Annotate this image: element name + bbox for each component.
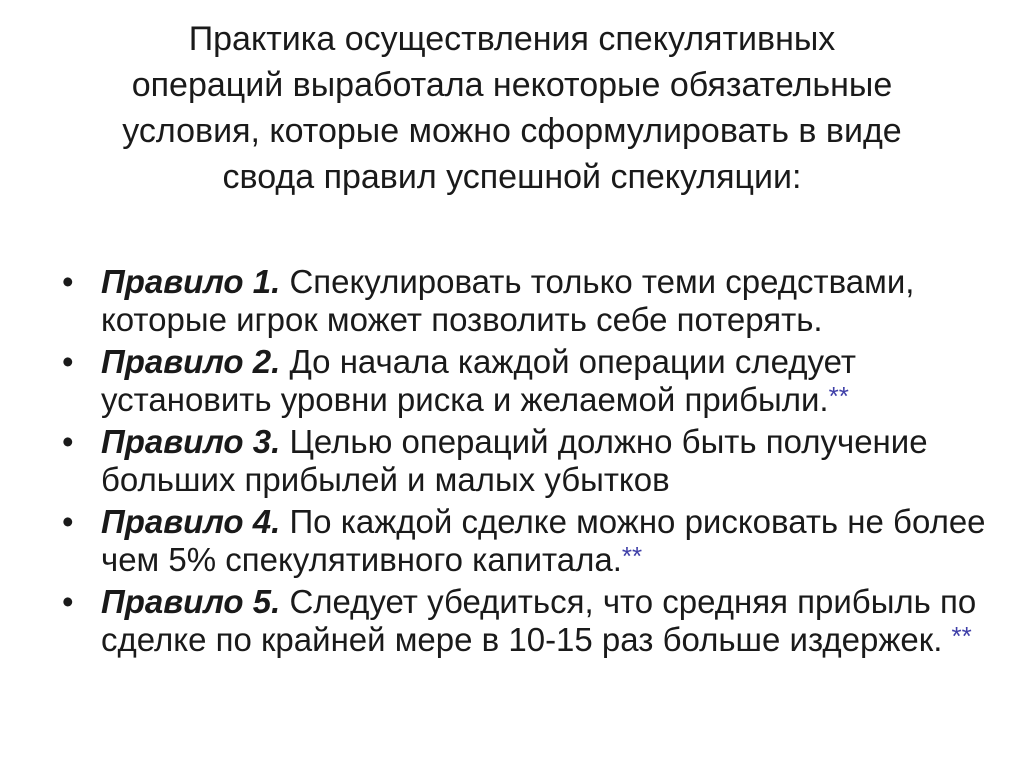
rule-text: До начала каждой операции следует установить уровни риска и желаемой прибыли. — [101, 343, 857, 418]
rule-title: Правило 2. — [101, 343, 281, 380]
intro-paragraph: Практика осуществления спекулятивных операций выработала некоторые обязательные условия, которые можно сформулировать в виде свода правил успешной спекуляции: — [122, 20, 902, 196]
footnote-mark: ** — [951, 621, 972, 651]
footnote-mark: ** — [621, 541, 643, 571]
rule-text: Спекулировать только теми средствами, которые игрок может позволить себе потерять. — [101, 263, 915, 338]
rule-text: По каждой сделке можно рисковать не более чем 5% спекулятивного капитала. — [101, 503, 986, 578]
rule-title: Правило 1. — [101, 263, 281, 300]
rule-text: Следует убедиться, что средняя прибыль по сделке по крайней мере в 10-15 раз больше издержек. — [101, 583, 977, 658]
rule-item-3 — [62, 424, 992, 497]
bullet-icon: • — [62, 343, 74, 380]
rule-item-5 — [62, 584, 992, 657]
rule-title: Правило 5. — [101, 583, 281, 620]
bullet-icon: • — [62, 503, 74, 540]
rule-item-2 — [62, 344, 992, 417]
bullet-icon: • — [62, 423, 74, 460]
rule-title: Правило 4. — [101, 503, 281, 540]
rule-text: Целью операций должно быть получение больших прибылей и малых убытков — [101, 423, 928, 498]
footnote-mark: ** — [828, 381, 849, 411]
bullet-icon: • — [62, 583, 74, 620]
rule-item-1 — [62, 264, 992, 337]
rules-list — [62, 264, 992, 664]
bullet-icon: • — [62, 263, 74, 300]
rule-item-4 — [62, 504, 992, 577]
rule-title: Правило 3. — [101, 423, 281, 460]
